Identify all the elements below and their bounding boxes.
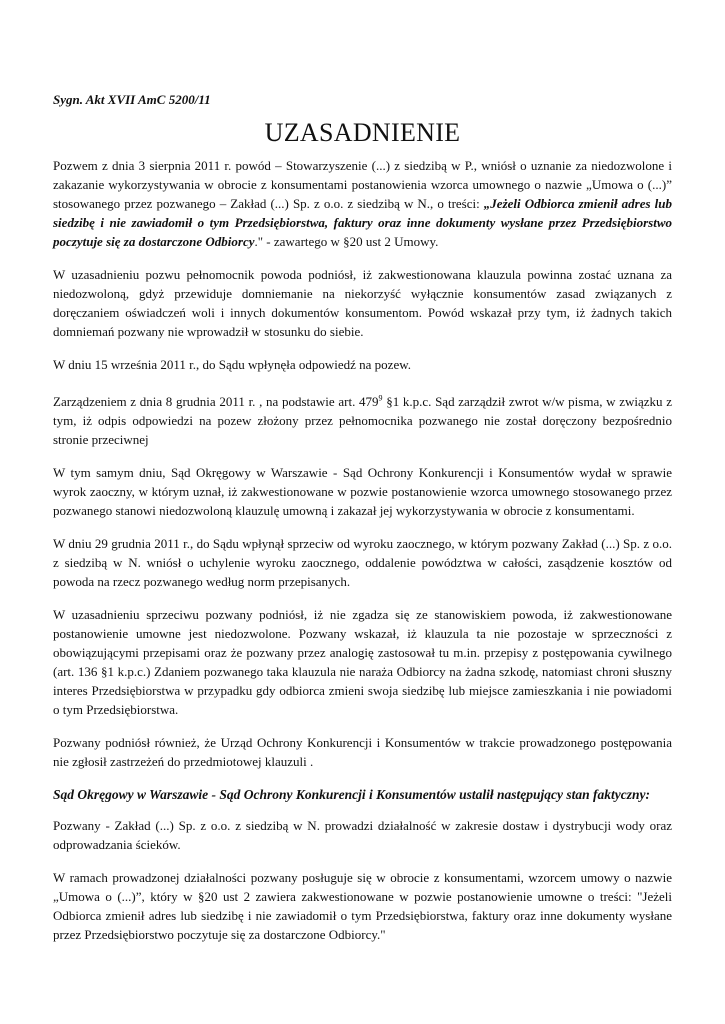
paragraph-uokik: Pozwany podniósł również, że Urząd Ochrony Konkurencji i Konsumentów w trakcie prowadzonego postępowania nie zgłosił zastrzeżeń do przedmiotowej klauzuli . [53, 735, 672, 769]
contested-clause-quote: „Jeżeli Odbiorca zmienił adres lub siedzibę i nie zawiadomił o tym Przedsiębiorstwa, faktury oraz inne dokumenty wysłane przez Przedsiębiorstwo poczytuje się za dostarczone Odbiorcy [53, 196, 672, 249]
document-title: UZASADNIENIE [264, 118, 461, 147]
paragraph-response-date: W dniu 15 września 2011 r., do Sądu wpłynęła odpowiedź na pozew. [53, 357, 412, 372]
paragraph-lawsuit-end: ." - zawartego w §20 ust 2 Umowy. [254, 234, 439, 249]
paragraph-plaintiff-justification: W uzasadnieniu pozwu pełnomocnik powoda podniósł, iż zakwestionowana klauzula powinna zostać uznana za niedozwoloną, gdyż przewiduje domniemanie na niekorzyść wyłącznie konsumentów zasad związanych z doręczaniem oświadczeń woli i innych dokumentów konsumentom. Powód wskazał przy tym, iż żadnych takich domniemań pozwany nie wprowadził w stosunku do siebie. [53, 267, 672, 339]
paragraph-order-rest: §1 k.p.c. Sąd zarządził zwrot w/w pisma, w związku z tym, iż odpis odpowiedzi na pozew złożony przez pełnomocnika pozwanego nie został doręczony bezpośrednio stronie przeciwnej [53, 394, 672, 447]
paragraph-order [53, 392, 672, 449]
paragraph-objection: W dniu 29 grudnia 2011 r., do Sądu wpłynął sprzeciw od wyroku zaocznego, w którym pozwany Zakład (...) Sp. z o.o. z siedzibą w N. wniósł o uchylenie wyroku zaocznego, oddalenie powództwa w całości, zasądzenie kosztów od powoda na rzecz pozwanego według norm przepisanych. [53, 536, 672, 589]
document-body [53, 92, 672, 958]
paragraph-contract-template: W ramach prowadzonej działalności pozwany posługuje się w obrocie z konsumentami, wzorcem umowy o nazwie „Umowa o (...)”, który w §20 ust 2 zawiera zakwestionowane w pozwie postanowienie umowne o treści: "Jeżeli Odbiorca zmienił adres lub siedzibę i nie zawiadomił o tym Przedsiębiorstwa, faktury oraz inne dokumenty wysłane przez Przedsiębiorstwo poczytuje się za dostarczone Odbiorcy." [53, 870, 672, 942]
paragraph-order-intro: Zarządzeniem z dnia 8 grudnia 2011 r. , na podstawie art. 479 [53, 394, 379, 409]
paragraph-lawsuit-intro: Pozwem z dnia 3 sierpnia 2011 r. powód – Stowarzyszenie (...) z siedzibą w P., wniósł o uznanie za niedozwolone i zakazanie wykorzystywania w obrocie z konsumentami postanowienia wzorca umownego o nazwie „Umowa o (...)” stosowanego przez pozwanego – Zakład (...) Sp. z o.o. z siedzibą w N., o treści: [53, 158, 672, 211]
findings-heading: Sąd Okręgowy w Warszawie - Sąd Ochrony Konkurencji i Konsumentów ustalił następujący stan faktyczny: [53, 787, 650, 802]
superscript-article: 9 [378, 393, 383, 403]
paragraph-default-judgment: W tym samym dniu, Sąd Okręgowy w Warszawie - Sąd Ochrony Konkurencji i Konsumentów wydał w sprawie wyrok zaoczny, w którym uznał, iż zakwestionowane w pozwie postanowienie wzorca umownego stosowanego przez pozwanego stanowi niedozwoloną klauzulę umowną i zakazał jej wykorzystywania w obrocie z konsumentami. [53, 465, 672, 518]
paragraph-lawsuit [53, 156, 672, 251]
case-signature: Sygn. Akt XVII AmC 5200/11 [53, 92, 211, 107]
paragraph-defendant-activity: Pozwany - Zakład (...) Sp. z o.o. z siedzibą w N. prowadzi działalność w zakresie dostaw i dystrybucji wody oraz odprowadzania ścieków. [53, 818, 672, 852]
paragraph-objection-justification: W uzasadnieniu sprzeciwu pozwany podniósł, iż nie zgadza się ze stanowiskiem powoda, iż zakwestionowane postanowienie umowne jest niedozwolone. Pozwany wskazał, iż klauzula ta nie pozostaje w sprzeczności z obowiązującymi przepisami oraz że pozwany przez analogię zastosował tu m.in. przepisy z postępowania cywilnego (art. 136 §1 k.p.c.) Zdaniem pozwanego taka klauzula nie naraża Odbiorcy na żadna szkodę, natomiast chroni słuszny interes Przedsiębiorstwa w przypadku gdy odbiorca zmieni swoja siedzibę lub miejsce zamieszkania i nie powiadomi o tym Przedsiębiorstwa. [53, 607, 672, 717]
